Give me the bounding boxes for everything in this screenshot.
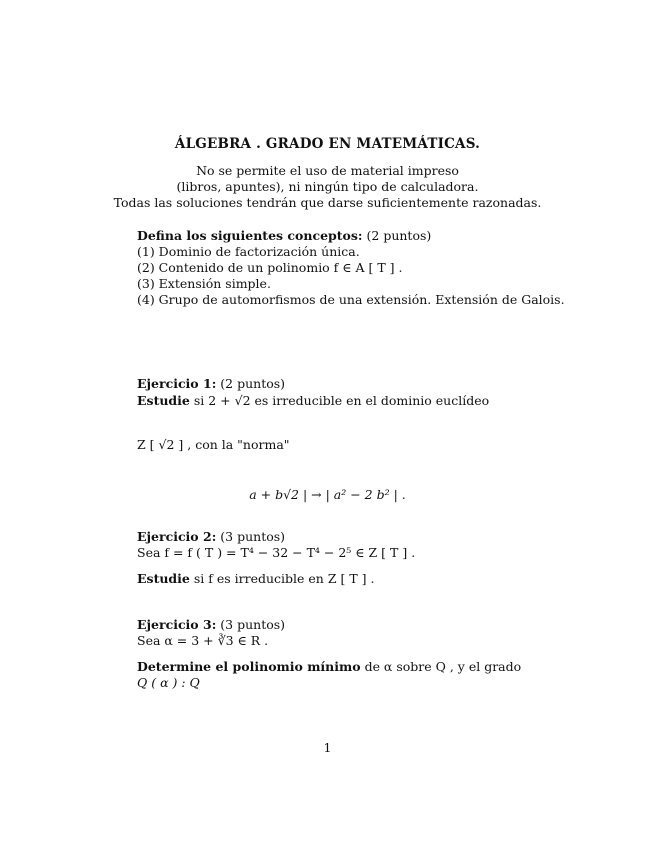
concepts-heading: Defina los siguientes conceptos:	[137, 228, 363, 243]
page-number: 1	[323, 740, 332, 755]
exercise-1-header	[137, 377, 285, 391]
exercise-1-statement	[137, 394, 489, 408]
concepts-points: (2 puntos)	[366, 228, 432, 243]
exercise-2-polynomial: Sea f = f ( T ) = T⁴ − 32 − T⁴ − 2⁵ ∈ Z [ T ] .	[137, 545, 416, 560]
instruction-line-1: No se permite el uso de material impreso	[196, 163, 459, 178]
exercise-3-question-rest: de α sobre Q , y el grado	[364, 659, 522, 674]
concept-item-1: (1) Dominio de factorización única.	[137, 244, 360, 259]
exercise-1-statement-rest: si 2 + √2 es irreducible en el dominio euclídeo	[193, 393, 490, 408]
exercise-1-domain: Z [ √2 ] , con la "norma"	[137, 437, 290, 452]
exercise-1-heading: Ejercicio 1:	[137, 376, 217, 391]
exercise-2-points: (3 puntos)	[220, 529, 286, 544]
exercise-3-question	[137, 660, 521, 674]
instruction-line-2: (libros, apuntes), ni ningún tipo de calculadora.	[176, 179, 479, 194]
instruction-line-3: Todas las soluciones tendrán que darse suficientemente razonadas.	[113, 195, 542, 210]
exercise-2-question	[137, 572, 374, 586]
exercise-2-header	[137, 530, 285, 544]
exercise-3-alpha-definition: Sea α = 3 + ∛3 ∈ R .	[137, 633, 269, 648]
exercise-1-points: (2 puntos)	[220, 376, 286, 391]
exercise-2-verb: Estudie	[137, 571, 190, 586]
concept-item-2: (2) Contenido de un polinomio f ∈ A [ T ] .	[137, 260, 403, 275]
exercise-3-header	[137, 618, 285, 632]
concept-item-4: (4) Grupo de automorfismos de una extensión. Extensión de Galois.	[137, 292, 565, 307]
exercise-1-norm-formula: a + b√2 | → | a² − 2 b² | .	[249, 487, 406, 502]
concepts-section-header	[137, 229, 431, 243]
exercise-2-heading: Ejercicio 2:	[137, 529, 217, 544]
exercise-3-verb: Determine el polinomio mínimo	[137, 659, 361, 674]
exercise-3-heading: Ejercicio 3:	[137, 617, 217, 632]
exercise-3-points: (3 puntos)	[220, 617, 286, 632]
exercise-2-question-rest: si f es irreducible en Z [ T ] .	[193, 571, 375, 586]
exam-title: ÁLGEBRA . GRADO EN MATEMÁTICAS.	[174, 136, 481, 152]
exercise-3-degree: Q ( α ) : Q	[137, 675, 200, 690]
concept-item-3: (3) Extensión simple.	[137, 276, 271, 291]
exercise-1-verb: Estudie	[137, 393, 190, 408]
